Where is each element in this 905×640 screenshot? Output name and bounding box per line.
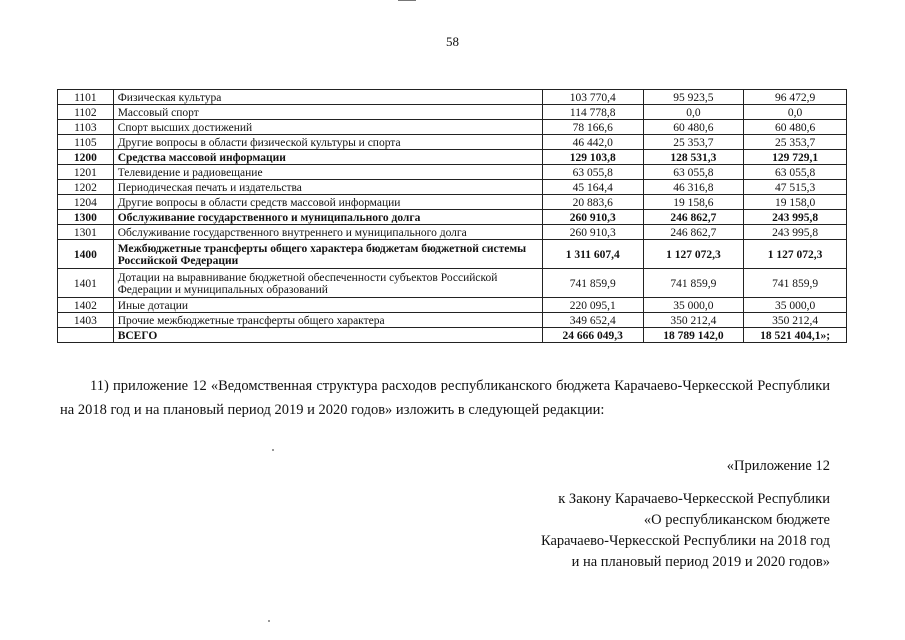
table-row: [58, 240, 847, 269]
value-2019-cell: 741 859,9: [643, 269, 744, 298]
scan-speck: [268, 620, 270, 622]
value-2020-cell: 60 480,6: [744, 120, 847, 135]
value-2018-cell: 103 770,4: [542, 90, 643, 105]
table-row: [58, 165, 847, 180]
value-2018-cell: 129 103,8: [542, 150, 643, 165]
value-2019-cell: 25 353,7: [643, 135, 744, 150]
row-name-cell: Другие вопросы в области физической культуры и спорта: [113, 135, 542, 150]
value-2020-cell: 47 515,3: [744, 180, 847, 195]
appendix-caption: [541, 489, 830, 573]
value-2019-cell: 350 212,4: [643, 313, 744, 328]
value-2019-cell: 63 055,8: [643, 165, 744, 180]
scan-speck: [272, 449, 274, 451]
top-edge-mark: [398, 0, 416, 1]
table-row: [58, 210, 847, 225]
value-2020-cell: 741 859,9: [744, 269, 847, 298]
table-row: [58, 269, 847, 298]
value-2018-cell: 114 778,8: [542, 105, 643, 120]
row-code-cell: 1300: [58, 210, 114, 225]
value-2020-cell: 35 000,0: [744, 298, 847, 313]
value-2019-cell: 1 127 072,3: [643, 240, 744, 269]
row-name-cell: Межбюджетные трансферты общего характера бюджетам бюджетной системы Российской Федерации: [113, 240, 542, 269]
appendix-line: Карачаево-Черкесской Республики на 2018 год: [540, 533, 830, 549]
value-2018-cell: 46 442,0: [542, 135, 643, 150]
value-2018-cell: 260 910,3: [542, 210, 643, 225]
budget-table: [57, 89, 847, 343]
row-code-cell: 1101: [58, 90, 114, 105]
value-2019-cell: 35 000,0: [643, 298, 744, 313]
row-name-cell: Обслуживание государственного и муниципального долга: [113, 210, 542, 225]
row-name-cell: Дотации на выравнивание бюджетной обеспеченности субъектов Российской Федерации и муниципальных образований: [113, 269, 542, 298]
row-name-cell: Другие вопросы в области средств массовой информации: [113, 195, 542, 210]
row-code-cell: 1103: [58, 120, 114, 135]
value-2019-cell: 60 480,6: [643, 120, 744, 135]
table-row: [58, 225, 847, 240]
row-code-cell: 1200: [58, 150, 114, 165]
row-name-cell: Физическая культура: [113, 90, 542, 105]
value-2019-cell: 18 789 142,0: [643, 328, 744, 343]
value-2018-cell: 63 055,8: [542, 165, 643, 180]
table-row: [58, 313, 847, 328]
row-name-cell: Прочие межбюджетные трансферты общего характера: [113, 313, 542, 328]
row-code-cell: 1402: [58, 298, 114, 313]
appendix-title: «Приложение 12: [726, 458, 830, 474]
value-2020-cell: 350 212,4: [744, 313, 847, 328]
table-row: [58, 135, 847, 150]
row-code-cell: 1403: [58, 313, 114, 328]
row-code-cell: 1401: [58, 269, 114, 298]
row-code-cell: 1202: [58, 180, 114, 195]
row-name-cell: Средства массовой информации: [113, 150, 542, 165]
appendix-line: «О республиканском бюджете: [643, 512, 830, 528]
budget-table-body: [58, 90, 847, 343]
value-2018-cell: 349 652,4: [542, 313, 643, 328]
value-2019-cell: 19 158,6: [643, 195, 744, 210]
appendix-line: к Закону Карачаево-Черкесской Республики: [558, 491, 830, 507]
value-2018-cell: 220 095,1: [542, 298, 643, 313]
table-row: [58, 105, 847, 120]
value-2020-cell: 18 521 404,1»;: [744, 328, 847, 343]
value-2018-cell: 741 859,9: [542, 269, 643, 298]
value-2018-cell: 260 910,3: [542, 225, 643, 240]
appendix-line: и на плановый период 2019 и 2020 годов»: [571, 554, 830, 570]
value-2020-cell: 243 995,8: [744, 225, 847, 240]
value-2018-cell: 20 883,6: [542, 195, 643, 210]
page-number: 58: [446, 34, 459, 49]
value-2020-cell: 25 353,7: [744, 135, 847, 150]
value-2020-cell: 96 472,9: [744, 90, 847, 105]
value-2018-cell: 78 166,6: [542, 120, 643, 135]
value-2020-cell: 129 729,1: [744, 150, 847, 165]
value-2019-cell: 246 862,7: [643, 225, 744, 240]
table-row: [58, 328, 847, 343]
value-2020-cell: 63 055,8: [744, 165, 847, 180]
table-row: [58, 195, 847, 210]
row-code-cell: [58, 328, 114, 343]
value-2020-cell: 0,0: [744, 105, 847, 120]
value-2018-cell: 1 311 607,4: [542, 240, 643, 269]
row-code-cell: 1102: [58, 105, 114, 120]
row-name-cell: Телевидение и радиовещание: [113, 165, 542, 180]
value-2018-cell: 24 666 049,3: [542, 328, 643, 343]
table-row: [58, 150, 847, 165]
value-2020-cell: 1 127 072,3: [744, 240, 847, 269]
row-code-cell: 1201: [58, 165, 114, 180]
table-row: [58, 90, 847, 105]
value-2019-cell: 246 862,7: [643, 210, 744, 225]
row-code-cell: 1400: [58, 240, 114, 269]
table-row: [58, 180, 847, 195]
row-name-cell: Периодическая печать и издательства: [113, 180, 542, 195]
value-2019-cell: 128 531,3: [643, 150, 744, 165]
row-name-cell: Иные дотации: [113, 298, 542, 313]
row-name-cell: Обслуживание государственного внутреннего и муниципального долга: [113, 225, 542, 240]
table-row: [58, 298, 847, 313]
value-2020-cell: 243 995,8: [744, 210, 847, 225]
row-name-cell: ВСЕГО: [113, 328, 542, 343]
value-2018-cell: 45 164,4: [542, 180, 643, 195]
row-name-cell: Спорт высших достижений: [113, 120, 542, 135]
value-2019-cell: 0,0: [643, 105, 744, 120]
row-code-cell: 1204: [58, 195, 114, 210]
value-2019-cell: 95 923,5: [643, 90, 744, 105]
row-code-cell: 1105: [58, 135, 114, 150]
row-code-cell: 1301: [58, 225, 114, 240]
row-name-cell: Массовый спорт: [113, 105, 542, 120]
amendment-paragraph: 11) приложение 12 «Ведомственная структура расходов республиканского бюджета Карачаево-Черкесской Республики на 2018 год и на плановый период 2019 и 2020 годов» изложить в следующей редакции:: [60, 378, 830, 418]
value-2020-cell: 19 158,0: [744, 195, 847, 210]
table-row: [58, 120, 847, 135]
value-2019-cell: 46 316,8: [643, 180, 744, 195]
